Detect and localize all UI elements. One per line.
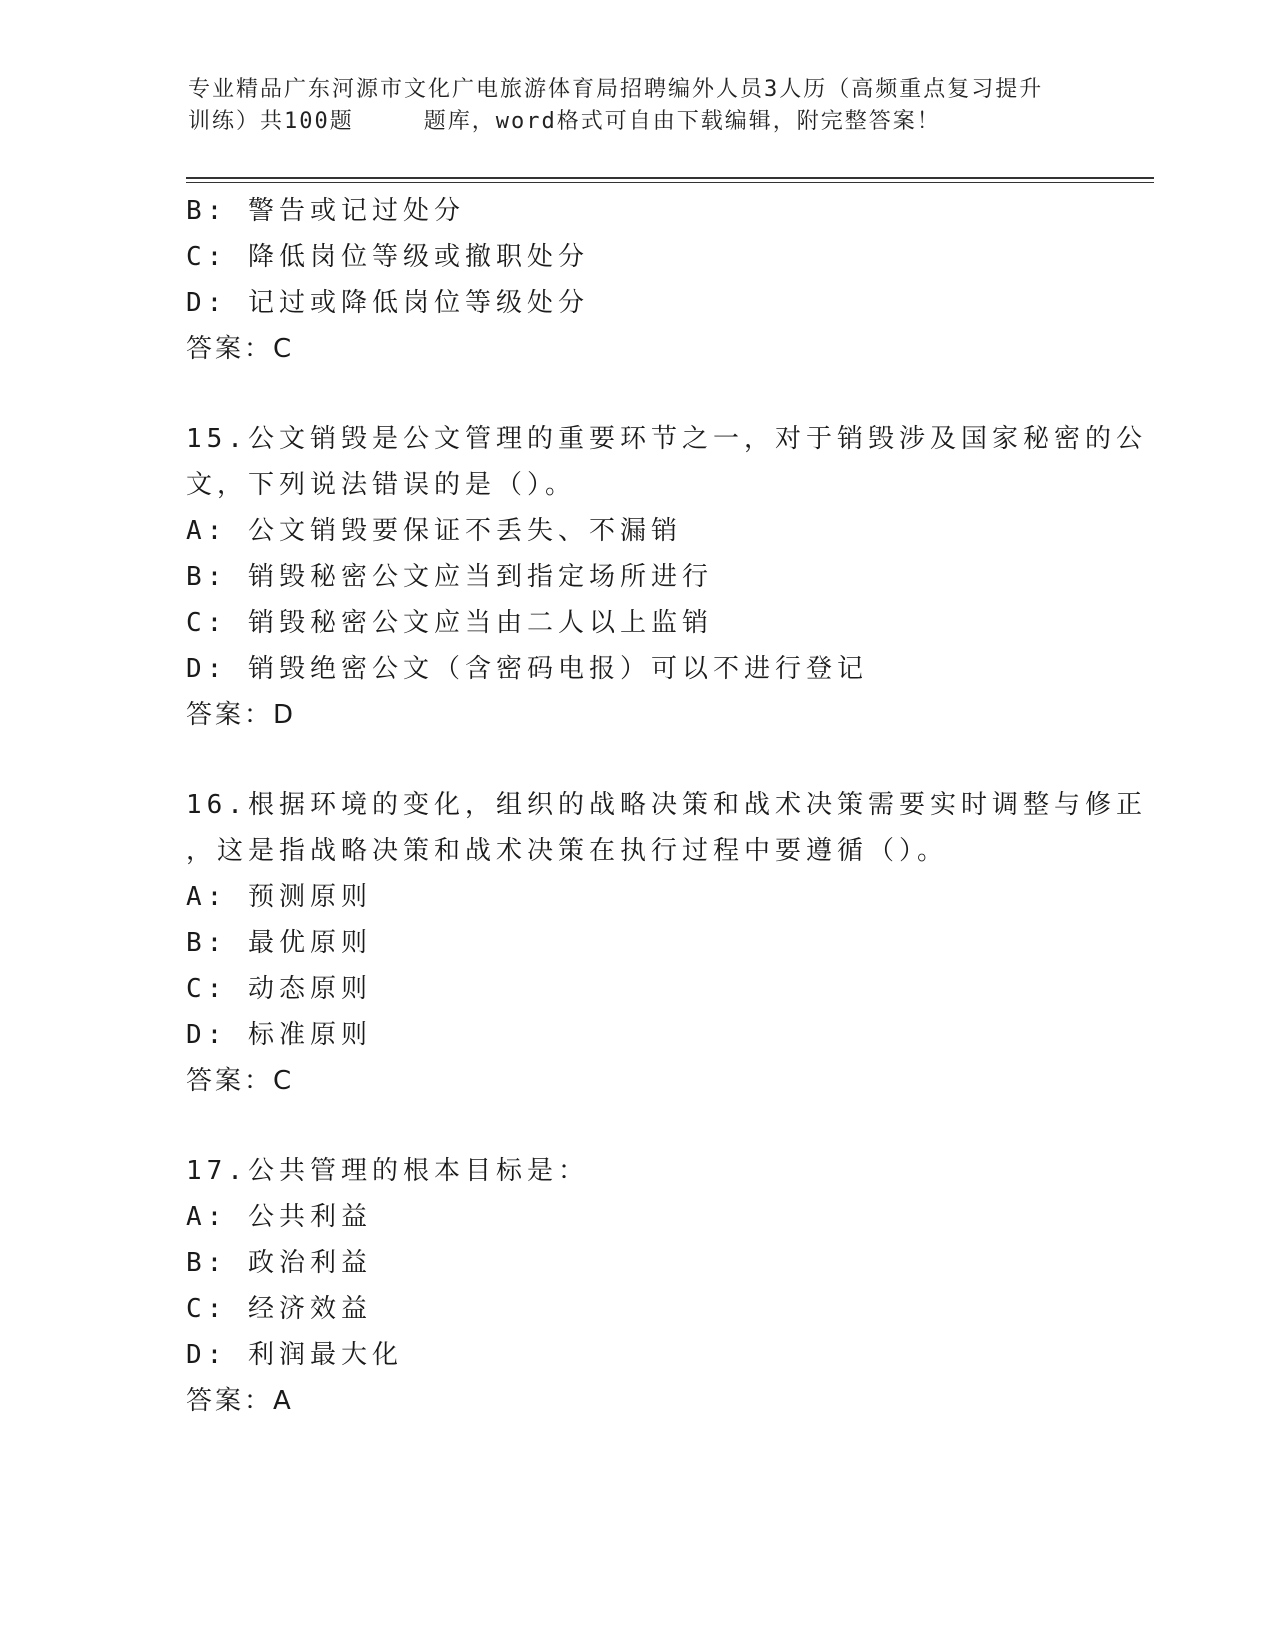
header-title-line-2 — [188, 106, 1088, 138]
option-d: D: 利润最大化 — [186, 1340, 403, 1370]
option-d: D: 标准原则 — [186, 1020, 372, 1050]
question-stem-line: 16.根据环境的变化，组织的战略决策和战术决策需要实时调整与修正 — [186, 790, 1147, 820]
question-16 — [186, 782, 1147, 1104]
option-a: A: 公文销毁要保证不丢失、不漏销 — [186, 516, 682, 546]
option-b: B: 最优原则 — [186, 928, 372, 958]
option-d: D: 记过或降低岗位等级处分 — [186, 288, 589, 318]
option-b: B: 政治利益 — [186, 1248, 372, 1278]
answer-line: 答案：D — [186, 700, 297, 730]
option-c: C: 动态原则 — [186, 974, 372, 1004]
question-15 — [186, 416, 1147, 738]
option-c: C: 销毁秘密公文应当由二人以上监销 — [186, 608, 713, 638]
question-stem-line: 17.公共管理的根本目标是： — [186, 1156, 589, 1186]
header-title-line-1: 专业精品广东河源市文化广电旅游体育局招聘编外人员3人历（高频重点复习提升 — [188, 77, 1044, 102]
option-c: C: 降低岗位等级或撤职处分 — [186, 242, 589, 272]
question-stem-line: ，这是指战略决策和战术决策在执行过程中要遵循（）。 — [186, 836, 949, 866]
answer-line: 答案：C — [186, 334, 295, 364]
option-a: A: 公共利益 — [186, 1202, 372, 1232]
option-b: B: 销毁秘密公文应当到指定场所进行 — [186, 562, 713, 592]
answer-line: 答案：C — [186, 1066, 295, 1096]
question-stem-line: 文，下列说法错误的是（）。 — [186, 470, 577, 500]
header-title-part-b: 题库，word格式可自由下载编辑，附完整答案！ — [423, 109, 941, 134]
header-rule-thick — [186, 177, 1154, 179]
option-a: A: 预测原则 — [186, 882, 372, 912]
partial-question-block — [186, 188, 1086, 372]
header-rule-thin — [186, 182, 1154, 183]
option-b: B: 警告或记过处分 — [186, 196, 465, 226]
question-17 — [186, 1148, 1086, 1424]
header-title-part-a: 训练）共100题 — [188, 109, 354, 134]
answer-line: 答案：A — [186, 1386, 294, 1416]
option-c: C: 经济效益 — [186, 1294, 372, 1324]
option-d: D: 销毁绝密公文（含密码电报）可以不进行登记 — [186, 654, 868, 684]
question-content — [186, 188, 1147, 1424]
question-stem-line: 15.公文销毁是公文管理的重要环节之一，对于销毁涉及国家秘密的公 — [186, 424, 1147, 454]
document-header — [188, 74, 1088, 138]
